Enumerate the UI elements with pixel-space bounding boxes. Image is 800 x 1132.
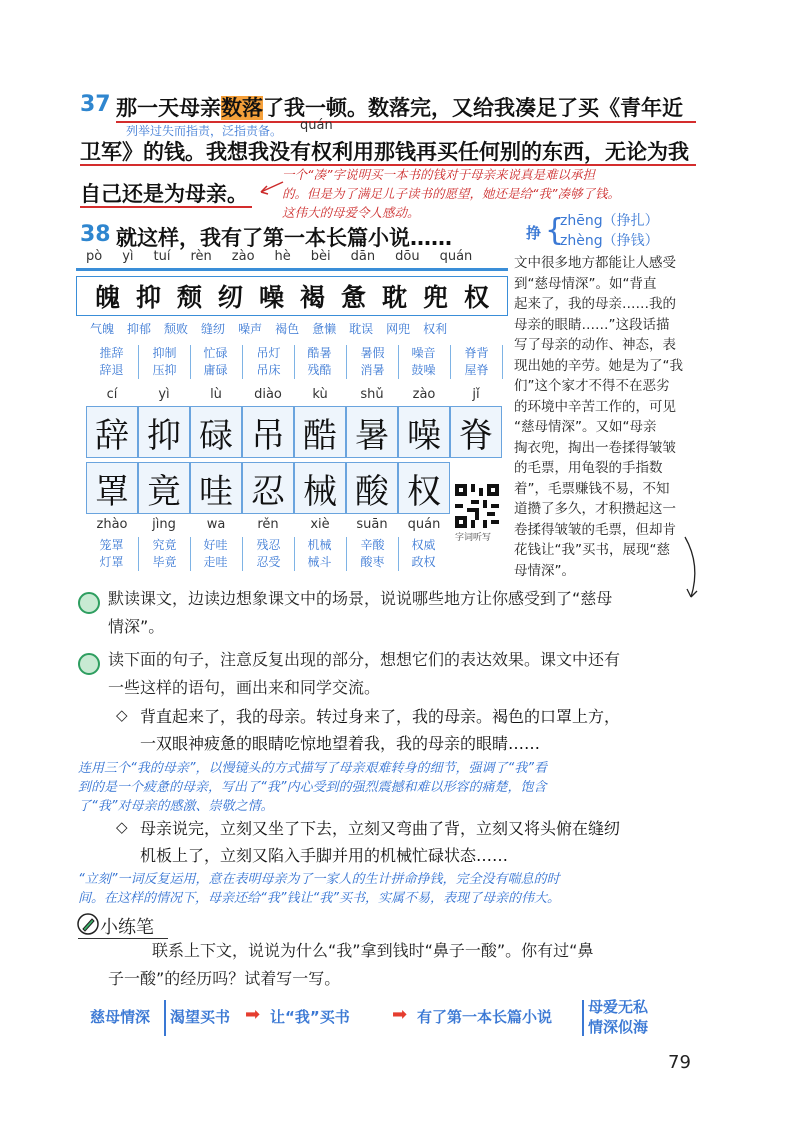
word-pair [242,537,295,571]
p37-line2: 卫军》的钱。我想我没有权利用那钱再买任何别的东西，无论为我 [80,140,689,164]
word: 好哇 [203,538,228,552]
word-pair [86,537,137,571]
grid-char: 竟 [138,462,190,514]
word: 压抑 [152,363,177,377]
grid-pinyin: rěn [257,517,279,532]
task1-line1: 默读课文，边读边想象课文中的场景，说说哪些地方让你感受到了“慈母 [108,589,613,608]
word: 抑制 [152,346,177,360]
qr-label: 字词听写 [455,533,492,543]
grid-pinyin: jìng [152,517,176,532]
chars-box-top: 魄抑颓纫噪褐惫耽兜权 [76,276,508,316]
word: 气魄 [90,322,115,336]
flow-step1: 渴望买书 [170,1008,231,1026]
word: 权利 [423,322,448,336]
flow-arrow-icon: ➡ [392,1004,408,1025]
annotation1-line2: 到的是一个疲惫的母亲，写出了“我”内心受到的强烈震撼和难以形容的痛楚，饱含 [78,780,547,795]
word: 忍受 [256,555,281,569]
divider [76,268,508,271]
side-line: 的毛票，用龟裂的手指数 [514,460,663,476]
zheng-reading-1: zhēng（挣扎） [560,213,659,229]
word: 权威 [411,538,436,552]
grid-pinyin: kù [312,387,328,402]
grid-pinyin: yì [158,387,170,402]
pinyin: quán [439,249,473,264]
side-line: 母情深”。 [514,562,575,579]
word: 毕竟 [152,555,177,569]
grid-char: 酷 [294,406,346,458]
side-line: 起来了，我的母亲……我的 [514,296,676,312]
pinyin: yì [122,249,134,264]
task2-line2: 一些这样的语句，画出来和同学交流。 [108,678,381,697]
word-pair [450,345,503,379]
qr-code-icon[interactable] [455,484,499,528]
pinyin: tuí [153,249,171,264]
word: 机械 [307,538,332,552]
side-line: 道攒了多久，才积攒起这一 [514,501,676,517]
pinyin-row-top [86,249,492,264]
practice-line2: 子一酸”的经历吗？试着写一写。 [108,969,341,988]
side-line: 文中很多地方都能让人感受 [514,255,676,271]
word-pair [294,345,345,379]
annotation1-line3: 了“我”对母亲的感激、崇敬之情。 [78,799,274,814]
word: 噪音 [411,346,436,360]
pinyin: dān [350,249,376,264]
side-line: 花钱让“我”买书，展现“慈 [514,542,670,558]
sentence1-line2: 一双眼神疲惫的眼睛吃惊地望着我，我的母亲的眼睛…… [140,734,541,753]
word: 酸枣 [360,555,385,569]
task1-text [108,585,708,641]
side-line: 们”这个家才不得不在恶劣 [514,378,670,394]
task-icon [78,592,100,614]
word-pair [138,345,191,379]
p37-line1 [116,92,683,122]
grid-pinyin: suān [356,517,388,532]
grid-pinyin: lù [210,387,222,402]
grid-char: 酸 [346,462,398,514]
sentence2-line2: 机板上了，立刻又陷入手脚并用的机械忙碌状态…… [140,846,509,865]
grid-pinyin: diào [254,387,282,402]
pinyin: bèi [310,249,331,264]
grid-char: 脊 [450,406,502,458]
underline [80,206,252,208]
word-pair [398,345,449,379]
word: 酷暑 [307,346,332,360]
grid-pinyin: cí [106,387,118,402]
pinyin: hè [274,249,291,264]
zheng-brace: { [545,213,565,248]
grid-char: 罩 [86,462,138,514]
task-icon [78,653,100,675]
flow-arrow-icon: ➡ [245,1004,261,1025]
side-line: 掏衣兜，掏出一卷揉得皱皱 [514,439,676,456]
zheng-char: 挣 [526,224,542,242]
word: 褐色 [275,322,300,336]
word-pair [190,345,241,379]
grid-char: 械 [294,462,346,514]
grid-char: 噪 [398,406,450,458]
word: 脊背 [464,346,489,360]
pinyin: pò [86,249,103,264]
highlight-shuluo: 数落 [221,96,263,120]
word: 缝纫 [201,322,226,336]
grid-pinyin: zào [412,387,436,402]
word: 屋脊 [464,363,489,377]
p37-line1-pre: 那一天母亲 [116,96,221,120]
sentence2-line1: 母亲说完，立刻又坐了下去，立刻又弯曲了背，立刻又将头俯在缝纫 [140,819,621,838]
side-line: 着”，毛票赚钱不易，不知 [514,480,670,497]
word-pair [294,537,345,571]
flow-divider [164,1000,166,1036]
word-pair [346,537,399,571]
word: 笼罩 [99,538,124,552]
grid-char: 哇 [190,462,242,514]
word: 消暑 [360,363,385,377]
p38-line1: 就这样，我有了第一本长篇小说…… [116,226,452,250]
flow-divider [582,1000,584,1036]
paragraph-number-38: 38 [80,222,111,247]
word: 惫懒 [312,322,337,336]
word: 政权 [411,555,436,569]
word: 暑假 [360,346,385,360]
word: 吊灯 [256,346,281,360]
word: 究竟 [152,538,177,552]
side-line: 母亲的眼睛……”这段话描 [514,316,670,333]
side-line: 的环境中辛苦工作的，可见 [514,398,676,415]
practice-text [108,937,708,993]
grid-char: 暑 [346,406,398,458]
flow-end-1: 母爱无私 [588,998,649,1016]
word: 耽误 [349,322,374,336]
grid-char: 吊 [242,406,294,458]
word: 抑郁 [127,322,152,336]
word: 噪声 [238,322,263,336]
word: 庸碌 [203,363,228,377]
words-row-top [90,320,460,337]
side-annotation [514,253,694,581]
task2-text [108,646,708,702]
pinyin: zào [231,249,255,264]
word-pair [190,537,241,571]
grid-pinyin: shǔ [360,387,384,402]
sentence1-line1: 背直起来了，我的母亲。转过身来了，我的母亲。褐色的口罩上方， [140,707,621,726]
grid-pinyin: quán [407,517,441,532]
annotation-arrow-icon [255,178,285,198]
word: 械斗 [307,555,332,569]
grid-pinyin: wa [206,517,226,532]
task2-line1: 读下面的句子，注意反复出现的部分，想想它们的表达效果。课文中还有 [108,650,621,669]
grid-char: 权 [398,462,450,514]
word-pair [242,345,295,379]
grid-char: 抑 [138,406,190,458]
grid-char: 辞 [86,406,138,458]
practice-title: 小练笔 [100,917,154,938]
grid-pinyin: xiè [310,517,330,532]
word: 辛酸 [360,538,385,552]
word-pair [346,345,399,379]
p37-line3: 自己还是为母亲。 [80,182,248,206]
p37-line1-post: 了我一顿。数落完，又给我凑足了买《青年近 [263,96,683,120]
paragraph-number-37: 37 [80,92,111,117]
grid-pinyin: zhào [96,517,128,532]
annotation2-line1: “立刻”一词反复运用，意在表明母亲为了一家人的生计拼命挣钱，完全没有喘息的时 [78,872,560,887]
word: 忙碌 [203,346,228,360]
annotation1-line1: 连用三个“我的母亲”，以慢镜头的方式描写了母亲艰难转身的细节，强调了“我”看 [78,761,547,776]
red-annotation-line3: 这伟大的母爱令人感动。 [282,205,420,220]
side-line: 卷揉得皱皱的毛票，但却肯 [514,521,676,538]
flow-step3: 有了第一本长篇小说 [417,1008,553,1026]
grid-char: 碌 [190,406,242,458]
pencil-icon [77,913,99,935]
flow-start: 慈母情深 [90,1008,151,1026]
annotation2-line2: 间。在这样的情况下，母亲还给“我”钱让“我”买书，实属不易，表现了母亲的伟大。 [78,891,560,906]
word: 吊床 [256,363,281,377]
grid-char: 忍 [242,462,294,514]
side-line: 写了母亲的动作、神态，表 [514,337,676,353]
word-pair [138,537,191,571]
diamond-bullet-icon: ◇ [116,706,128,724]
word: 残酷 [307,363,332,377]
side-line: “慈母情深”。又如“母亲 [514,419,657,435]
flow-step2: 让“我”买书 [270,1008,350,1026]
task1-line2: 情深”。 [108,617,165,636]
side-line: 现出她的辛劳。她是为了“我 [514,357,683,374]
pinyin: rèn [190,249,212,264]
red-annotation-line1: 一个“凑”字说明买一本书的钱对于母亲来说真是难以承担 [282,167,595,182]
word: 灯罩 [99,555,124,569]
zheng-reading-2: zhèng（挣钱） [560,233,659,249]
page-number: 79 [668,1052,691,1073]
word: 鼓噪 [411,363,436,377]
word: 辞退 [99,363,124,377]
pinyin: dōu [395,249,420,264]
grid-pinyin: jǐ [472,387,480,402]
diamond-bullet-icon: ◇ [116,818,128,836]
side-line: 到“慈母情深”。如“背直 [514,275,657,292]
word: 网兜 [386,322,411,336]
word: 残忍 [256,538,281,552]
word: 走哇 [203,555,228,569]
word: 推辞 [99,346,124,360]
word-pair [86,345,137,379]
practice-line1: 联系上下文，说说为什么“我”拿到钱时“鼻子一酸”。你有过“鼻 [152,941,594,960]
word-pair [398,537,449,571]
note-shuluo: 列举过失而指责，泛指责备。 [126,124,283,138]
red-annotation-line2: 的。但是为了满足儿子读书的愿望，她还是给“我”凑够了钱。 [282,186,620,201]
pinyin-quan: quán [300,118,333,133]
word: 颓败 [164,322,189,336]
flow-end-2: 情深似海 [588,1018,649,1036]
